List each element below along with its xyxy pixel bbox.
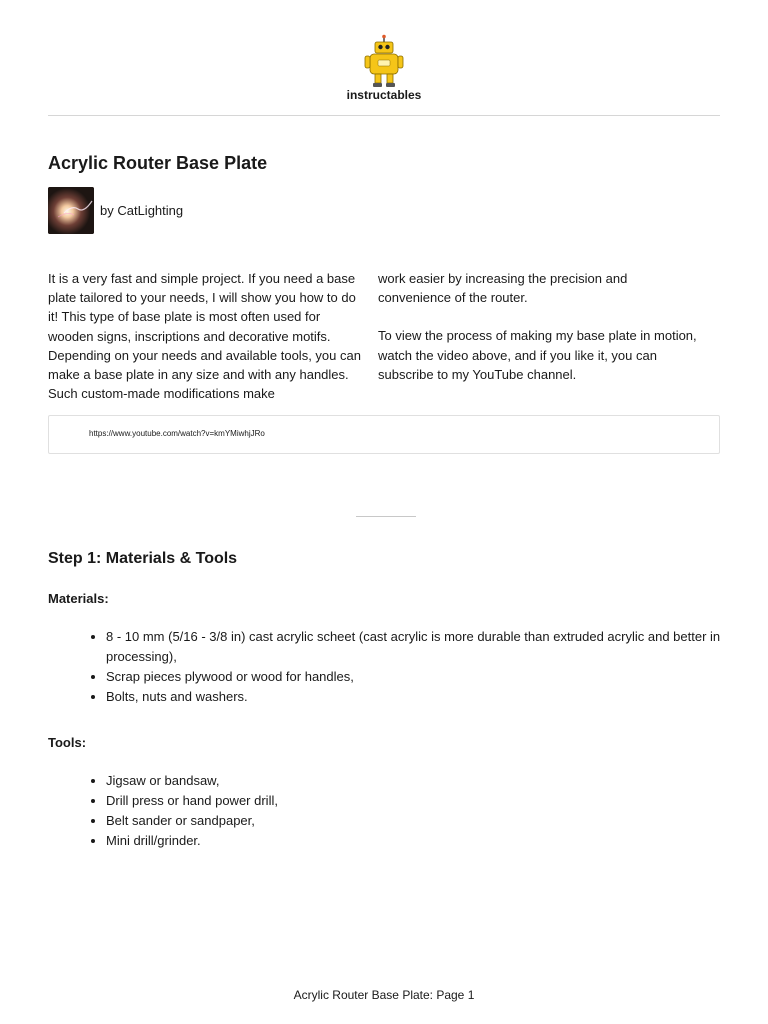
materials-list [88,627,726,707]
page-footer: Acrylic Router Base Plate: Page 1 [293,988,475,1002]
intro-paragraph: It is a very fast and simple project. If you need a base plate tailored to your needs, I will show you how to do it! This type of base plate is most often used for wooden signs, inscriptions and decorative motifs. Depending on your needs and available tools, you can make a base plate in any size and with any handles. Such custom-made modifications make [48,271,361,402]
video-embed-box [48,415,720,454]
list-item: • Drill press or hand power drill, [106,791,726,811]
intro-column-left [48,269,368,422]
video-note-paragraph: To view the process of making my base plate in motion, watch the video above, and if you like it, you can subscribe to my YouTube channel. [378,328,697,382]
list-item: • Jigsaw or bandsaw, [106,771,726,791]
list-item: • Bolts, nuts and washers. [106,687,726,707]
list-item: • Scrap pieces plywood or wood for handles, [106,667,726,687]
list-item: • Belt sander or sandpaper, [106,811,726,831]
intro-paragraph-continued: work easier by increasing the precision and convenience of the router. [378,271,628,306]
instructables-robot-logo-icon [362,34,406,88]
tools-heading: Tools: [48,735,87,750]
step-title: Step 1: Materials & Tools [48,550,238,567]
tools-list [88,771,726,851]
author-avatar-image[interactable] [48,187,94,234]
header-divider [48,115,720,116]
video-link[interactable]: https://www.youtube.com/watch?v=kmYMiwhjJRo [89,429,265,438]
section-divider [356,516,416,517]
materials-heading: Materials: [48,591,109,606]
list-item: • 8 - 10 mm (5/16 - 3/8 in) cast acrylic scheet (cast acrylic is more durable than extruded acrylic and better in processing), [106,627,726,667]
intro-column-right [378,269,698,403]
brand-name[interactable]: instructables [346,88,422,102]
list-item: • Mini drill/grinder. [106,831,726,851]
author-byline[interactable]: by CatLighting [100,203,184,218]
page-title: Acrylic Router Base Plate [48,153,268,173]
